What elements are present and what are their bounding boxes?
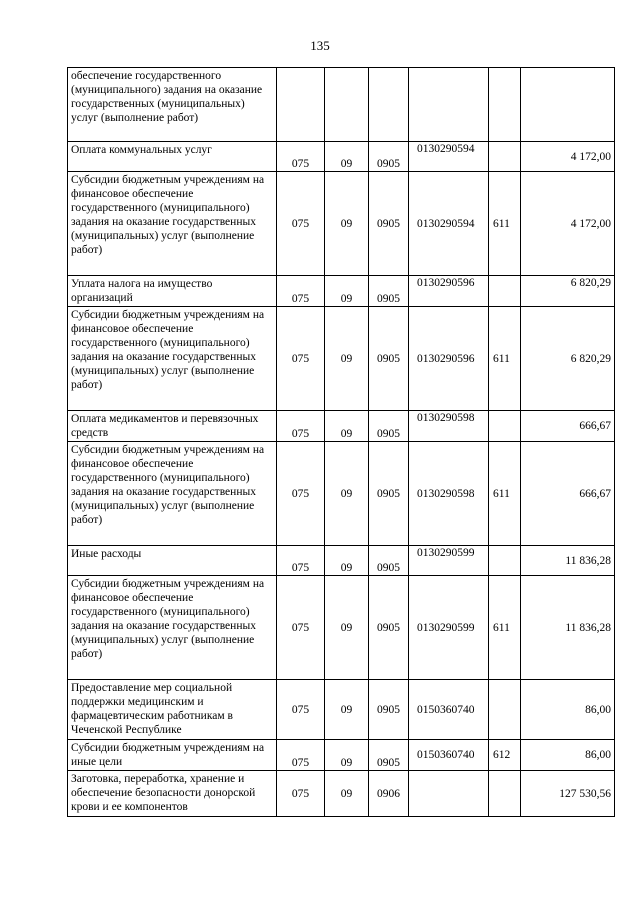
row-sum: 4 172,00	[521, 172, 615, 276]
row-sum: 11 836,28	[521, 546, 615, 576]
row-name: Уплата налога на имущество организаций	[68, 276, 277, 307]
row-rz: 09	[325, 771, 369, 817]
table-row	[68, 546, 615, 576]
table-row	[68, 680, 615, 740]
table-row	[68, 307, 615, 411]
row-rz: 09	[325, 411, 369, 442]
row-vr	[489, 680, 521, 740]
row-ved: 075	[277, 307, 325, 411]
row-vr: 611	[489, 442, 521, 546]
row-vr	[489, 276, 521, 307]
row-pr: 0905	[369, 142, 409, 172]
row-sum: 127 530,56	[521, 771, 615, 817]
row-vr: 611	[489, 172, 521, 276]
row-target: 0130290594	[409, 172, 489, 276]
row-target: 0130290599	[409, 546, 489, 576]
budget-table	[67, 67, 615, 817]
table-row	[68, 142, 615, 172]
row-pr: 0905	[369, 740, 409, 771]
row-vr: 611	[489, 307, 521, 411]
row-vr	[489, 142, 521, 172]
row-rz: 09	[325, 172, 369, 276]
row-target: 0130290596	[409, 276, 489, 307]
row-ved: 075	[277, 442, 325, 546]
row-ved: 075	[277, 546, 325, 576]
table-row	[68, 68, 615, 142]
row-name: Оплата медикаментов и перевязочных средств	[68, 411, 277, 442]
row-sum: 666,67	[521, 411, 615, 442]
row-vr: 611	[489, 576, 521, 680]
row-rz: 09	[325, 680, 369, 740]
row-vr	[489, 546, 521, 576]
row-ved: 075	[277, 276, 325, 307]
table-row	[68, 411, 615, 442]
row-vr	[489, 411, 521, 442]
row-target: 0130290599	[409, 576, 489, 680]
row-target: 0130290598	[409, 442, 489, 546]
row-ved: 075	[277, 740, 325, 771]
table-row	[68, 576, 615, 680]
row-sum: 86,00	[521, 680, 615, 740]
table-row	[68, 740, 615, 771]
row-sum: 4 172,00	[521, 142, 615, 172]
row-ved: 075	[277, 142, 325, 172]
row-pr: 0905	[369, 546, 409, 576]
row-pr: 0905	[369, 172, 409, 276]
page-number: 135	[310, 38, 330, 53]
row-rz: 09	[325, 740, 369, 771]
row-target: 0130290598	[409, 411, 489, 442]
row-vr	[489, 68, 521, 142]
row-vr: 612	[489, 740, 521, 771]
table-row	[68, 172, 615, 276]
row-sum: 666,67	[521, 442, 615, 546]
row-vr	[489, 771, 521, 817]
row-sum: 11 836,28	[521, 576, 615, 680]
row-target: 0150360740	[409, 680, 489, 740]
row-sum: 86,00	[521, 740, 615, 771]
row-name: Иные расходы	[68, 546, 277, 576]
row-name: Предоставление мер социальной поддержки медицинским и фармацевтическим работникам в Чеченской Республике	[68, 680, 277, 740]
row-name: Субсидии бюджетным учреждениям на финансовое обеспечение государственного (муниципального) задания на оказание государственных (муниципальных) услуг (выполнение работ)	[68, 576, 277, 680]
row-rz: 09	[325, 276, 369, 307]
row-name: Субсидии бюджетным учреждениям на иные цели	[68, 740, 277, 771]
row-ved: 075	[277, 680, 325, 740]
row-ved: 075	[277, 771, 325, 817]
row-pr: 0905	[369, 307, 409, 411]
row-rz: 09	[325, 576, 369, 680]
table-row	[68, 276, 615, 307]
table-row	[68, 771, 615, 817]
row-name: Заготовка, переработка, хранение и обеспечение безопасности донорской крови и ее компонентов	[68, 771, 277, 817]
row-pr	[369, 68, 409, 142]
row-name: Субсидии бюджетным учреждениям на финансовое обеспечение государственного (муниципального) задания на оказание государственных (муниципальных) услуг (выполнение работ)	[68, 172, 277, 276]
row-sum	[521, 68, 615, 142]
row-target	[409, 68, 489, 142]
row-name: Оплата коммунальных услуг	[68, 142, 277, 172]
row-target	[409, 771, 489, 817]
row-sum: 6 820,29	[521, 307, 615, 411]
row-ved: 075	[277, 411, 325, 442]
row-rz: 09	[325, 307, 369, 411]
row-name: обеспечение государственного (муниципального) задания на оказание государственных (муниципальных) услуг (выполнение работ)	[68, 68, 277, 142]
row-rz: 09	[325, 546, 369, 576]
table-row	[68, 442, 615, 546]
row-pr: 0905	[369, 576, 409, 680]
row-target: 0130290594	[409, 142, 489, 172]
row-ved: 075	[277, 172, 325, 276]
row-name: Субсидии бюджетным учреждениям на финансовое обеспечение государственного (муниципального) задания на оказание государственных (муниципальных) услуг (выполнение работ)	[68, 442, 277, 546]
row-sum: 6 820,29	[521, 276, 615, 307]
row-ved	[277, 68, 325, 142]
row-target: 0150360740	[409, 740, 489, 771]
row-pr: 0906	[369, 771, 409, 817]
row-rz	[325, 68, 369, 142]
row-name: Субсидии бюджетным учреждениям на финансовое обеспечение государственного (муниципального) задания на оказание государственных (муниципальных) услуг (выполнение работ)	[68, 307, 277, 411]
row-rz: 09	[325, 142, 369, 172]
row-rz: 09	[325, 442, 369, 546]
row-pr: 0905	[369, 411, 409, 442]
row-pr: 0905	[369, 442, 409, 546]
row-pr: 0905	[369, 276, 409, 307]
row-ved: 075	[277, 576, 325, 680]
row-pr: 0905	[369, 680, 409, 740]
row-target: 0130290596	[409, 307, 489, 411]
